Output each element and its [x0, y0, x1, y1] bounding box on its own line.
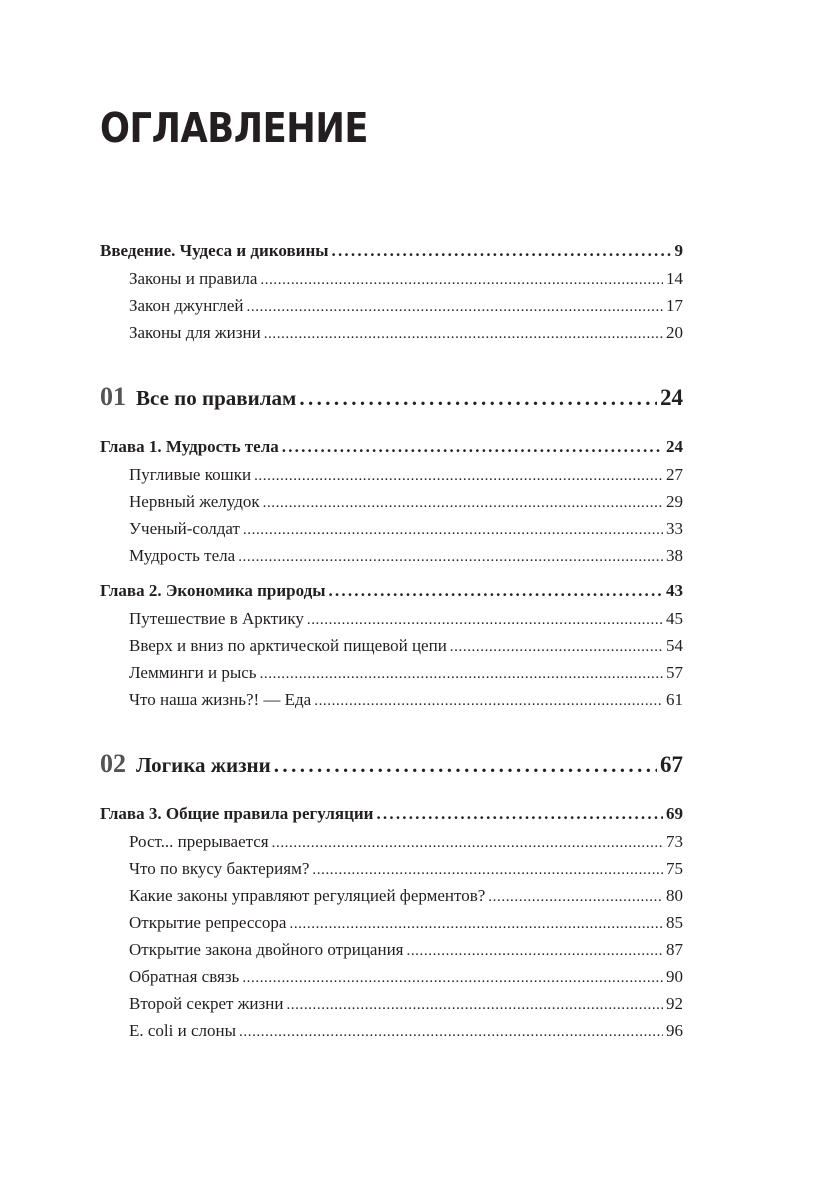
- toc-entry-label: Что по вкусу бактериям?: [129, 859, 310, 878]
- toc-entry-label: Какие законы управляют регуляцией ферментов?: [129, 886, 486, 905]
- toc-page-number: 73: [666, 832, 683, 851]
- spacer: [100, 346, 683, 377]
- toc-entry-label: Глава 2. Экономика природы: [100, 581, 326, 600]
- toc-entry-label: Ученый-солдат: [129, 519, 240, 538]
- dot-leader: [299, 378, 657, 418]
- toc-page-number: 43: [666, 581, 683, 600]
- toc-chapter-3[interactable]: [100, 799, 683, 828]
- toc-subentry[interactable]: [100, 605, 683, 632]
- dot-leader: [289, 911, 663, 938]
- toc-subentry[interactable]: [100, 963, 683, 990]
- toc-subentry[interactable]: [100, 319, 683, 346]
- toc-page-number: 24: [666, 437, 683, 456]
- part-number: 02: [100, 749, 126, 778]
- toc-page-number: 92: [666, 994, 683, 1013]
- toc-subentry[interactable]: [100, 909, 683, 936]
- toc-entry-label: Нервный желудок: [129, 492, 260, 511]
- dot-leader: [247, 294, 663, 321]
- dot-leader: [312, 857, 663, 884]
- toc-page-number: 90: [666, 967, 683, 986]
- dot-leader: [314, 688, 663, 715]
- part-title: Логика жизни: [136, 753, 271, 777]
- dot-leader: [274, 745, 657, 785]
- spacer: [100, 713, 683, 744]
- toc-page-number: 29: [666, 492, 683, 511]
- dot-leader: [260, 661, 663, 688]
- toc-entry-label: Открытие репрессора: [129, 913, 287, 932]
- toc-page-number: 14: [666, 269, 683, 288]
- dot-leader: [264, 321, 663, 348]
- toc-page-number: 33: [666, 519, 683, 538]
- toc-subentry[interactable]: [100, 265, 683, 292]
- toc-subentry[interactable]: [100, 632, 683, 659]
- toc-entry-label: Законы и правила: [129, 269, 258, 288]
- toc-page-number: 9: [674, 241, 683, 260]
- toc-page-number: 57: [666, 663, 683, 682]
- toc-entry-label: Что наша жизнь?! — Еда: [129, 690, 312, 709]
- toc-entry-label: Введение. Чудеса и диковины: [100, 241, 329, 260]
- toc-subentry[interactable]: [100, 1017, 683, 1044]
- toc-entry-label: Вверх и вниз по арктической пищевой цепи: [129, 636, 447, 655]
- toc-page-number: 24: [660, 385, 683, 410]
- toc-part-02[interactable]: [100, 744, 683, 784]
- table-of-contents: [100, 236, 683, 1044]
- toc-entry-label: Путешествие в Арктику: [129, 609, 304, 628]
- toc-subentry[interactable]: [100, 542, 683, 569]
- toc-entry-label: Открытие закона двойного отрицания: [129, 940, 404, 959]
- dot-leader: [272, 830, 663, 857]
- toc-page-number: 45: [666, 609, 683, 628]
- toc-page-number: 96: [666, 1021, 683, 1040]
- toc-page-number: 61: [666, 690, 683, 709]
- toc-page-number: 75: [666, 859, 683, 878]
- toc-chapter-1[interactable]: [100, 432, 683, 461]
- toc-part-01[interactable]: [100, 377, 683, 417]
- dot-leader: [307, 607, 663, 634]
- dot-leader: [406, 938, 663, 965]
- toc-subentry[interactable]: [100, 292, 683, 319]
- toc-chapter-2[interactable]: [100, 576, 683, 605]
- toc-subentry[interactable]: [100, 882, 683, 909]
- spacer: [100, 784, 683, 799]
- toc-entry-label: Мудрость тела: [129, 546, 236, 565]
- toc-entry-label: Лемминги и рысь: [129, 663, 257, 682]
- toc-subentry[interactable]: [100, 461, 683, 488]
- toc-subentry[interactable]: [100, 686, 683, 713]
- toc-page-number: 27: [666, 465, 683, 484]
- dot-leader: [238, 544, 663, 571]
- toc-part-label: [100, 377, 296, 418]
- toc-page-number: 69: [666, 804, 683, 823]
- toc-page-number: 20: [666, 323, 683, 342]
- toc-entry-label: Закон джунглей: [129, 296, 244, 315]
- part-number: 01: [100, 382, 126, 411]
- toc-entry-label: Пугливые кошки: [129, 465, 252, 484]
- dot-leader: [243, 517, 663, 544]
- toc-entry-label: Законы для жизни: [129, 323, 261, 342]
- dot-leader: [376, 799, 663, 828]
- toc-page-number: 38: [666, 546, 683, 565]
- dot-leader: [328, 576, 663, 605]
- toc-page-number: 17: [666, 296, 683, 315]
- toc-entry-label: Второй секрет жизни: [129, 994, 284, 1013]
- toc-page-number: 85: [666, 913, 683, 932]
- toc-page-number: 80: [666, 886, 683, 905]
- spacer: [100, 417, 683, 432]
- toc-page-number: 87: [666, 940, 683, 959]
- toc-part-label: [100, 744, 271, 785]
- dot-leader: [332, 236, 672, 265]
- dot-leader: [260, 267, 663, 294]
- toc-subentry[interactable]: [100, 936, 683, 963]
- toc-entry-intro[interactable]: [100, 236, 683, 265]
- dot-leader: [450, 634, 663, 661]
- dot-leader: [286, 992, 663, 1019]
- toc-entry-label: Глава 1. Мудрость тела: [100, 437, 279, 456]
- dot-leader: [254, 463, 663, 490]
- toc-entry-label: Обратная связь: [129, 967, 240, 986]
- dot-leader: [263, 490, 663, 517]
- toc-subentry[interactable]: [100, 855, 683, 882]
- toc-entry-label: Глава 3. Общие правила регуляции: [100, 804, 374, 823]
- toc-subentry[interactable]: [100, 828, 683, 855]
- toc-subentry[interactable]: [100, 990, 683, 1017]
- toc-page-number: 67: [660, 752, 683, 777]
- toc-subentry[interactable]: [100, 515, 683, 542]
- dot-leader: [242, 965, 663, 992]
- toc-entry-label: Рост... прерывается: [129, 832, 269, 851]
- part-title: Все по правилам: [136, 386, 297, 410]
- dot-leader: [239, 1019, 663, 1046]
- toc-subentry[interactable]: [100, 488, 683, 515]
- toc-entry-label: E. coli и слоны: [129, 1021, 237, 1040]
- dot-leader: [488, 884, 663, 911]
- page-title: ОГЛАВЛЕНИЕ: [100, 104, 369, 152]
- dot-leader: [282, 432, 663, 461]
- toc-page-number: 54: [666, 636, 683, 655]
- toc-subentry[interactable]: [100, 659, 683, 686]
